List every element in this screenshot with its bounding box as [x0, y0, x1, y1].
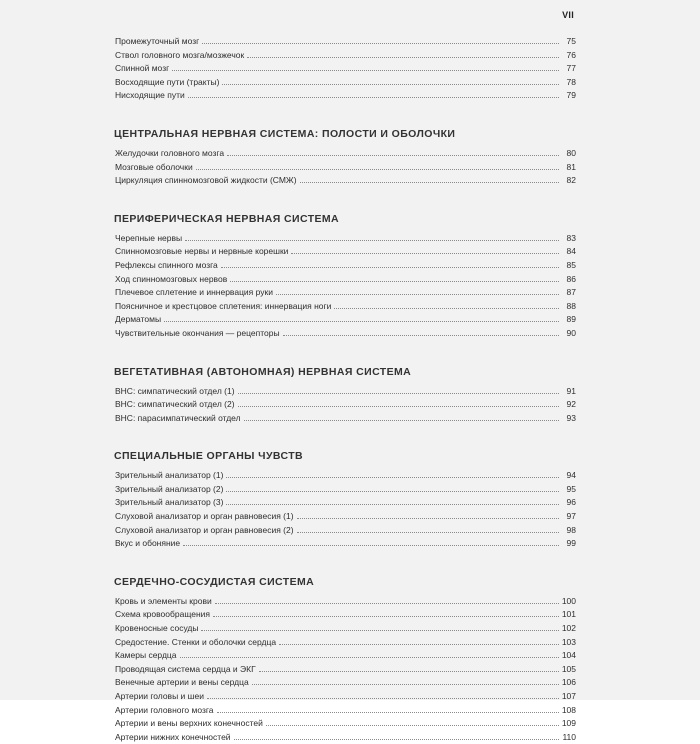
- dot-leader: [226, 503, 559, 505]
- entry-title: ВНС: симпатический отдел (1): [115, 385, 235, 396]
- toc-entry: [115, 313, 576, 327]
- entry-page-number: 87: [566, 287, 576, 298]
- entry-page-number: 100: [561, 595, 576, 606]
- dot-leader: [283, 334, 559, 336]
- toc-entry: [115, 537, 576, 551]
- dot-leader: [213, 615, 559, 617]
- entry-title: Чувствительные окончания — рецепторы: [115, 327, 280, 338]
- toc-entry: [115, 608, 576, 622]
- toc-entry: [115, 649, 576, 663]
- toc-section: [115, 35, 576, 103]
- toc-entry: [115, 174, 576, 188]
- entry-title: Восходящие пути (тракты): [115, 76, 220, 87]
- dot-leader: [247, 56, 559, 58]
- toc-entry: [115, 62, 576, 76]
- dot-leader: [334, 307, 559, 309]
- entry-page-number: 97: [566, 511, 576, 522]
- dot-leader: [172, 69, 559, 71]
- entry-page-number: 80: [566, 147, 576, 158]
- section-title: ПЕРИФЕРИЧЕСКАЯ НЕРВНАЯ СИСТЕМА: [114, 212, 340, 225]
- dot-leader: [180, 656, 559, 658]
- section-title: ЦЕНТРАЛЬНАЯ НЕРВНАЯ СИСТЕМА: ПОЛОСТИ И ОБОЛОЧКИ: [114, 127, 456, 140]
- toc-entry: [115, 49, 576, 63]
- entry-page-number: 98: [566, 524, 576, 535]
- entry-page-number: 92: [566, 399, 576, 410]
- toc-entry: [115, 76, 576, 90]
- entry-title: ВНС: парасимпатический отдел: [115, 412, 241, 423]
- toc-entry: [115, 496, 576, 510]
- entry-page-number: 107: [561, 691, 576, 701]
- toc-entry: [115, 510, 576, 524]
- toc-entry: [115, 524, 576, 538]
- entry-page-number: 76: [566, 49, 576, 60]
- entry-page-number: 93: [566, 412, 576, 423]
- entry-title: Вкус и обоняние: [115, 538, 181, 549]
- dot-leader: [238, 392, 559, 394]
- entry-page-number: 106: [561, 677, 576, 688]
- entry-page-number: 102: [561, 623, 576, 634]
- toc-section: [115, 450, 576, 551]
- entry-page-number: 89: [566, 314, 576, 325]
- entry-title: Слуховой анализатор и орган равновесия (1): [115, 511, 294, 522]
- toc-entry: [115, 731, 576, 744]
- entry-title: Нисходящие пути: [115, 90, 185, 101]
- toc-entry: [115, 469, 576, 483]
- entry-page-number: 84: [566, 246, 576, 257]
- entry-title: Желудочки головного мозга: [115, 147, 225, 158]
- toc-entry: [115, 717, 576, 731]
- entry-title: Мозговые оболочки: [115, 161, 193, 172]
- dot-leader: [291, 252, 559, 254]
- section-title: ВЕГЕТАТИВНАЯ (АВТОНОМНАЯ) НЕРВНАЯ СИСТЕМА: [114, 365, 412, 378]
- toc-entry: [115, 89, 576, 103]
- toc-entry: [115, 398, 576, 412]
- entry-page-number: 105: [561, 663, 576, 674]
- dot-leader: [202, 42, 559, 44]
- dot-leader: [234, 738, 559, 740]
- dot-leader: [201, 629, 558, 631]
- entry-title: Зрительный анализатор (1): [115, 470, 224, 481]
- dot-leader: [276, 293, 559, 295]
- toc-entry: [115, 327, 576, 341]
- entry-title: Дерматомы: [115, 314, 162, 325]
- dot-leader: [164, 320, 559, 322]
- toc-section: [115, 128, 576, 188]
- toc-entry: [115, 286, 576, 300]
- entry-title: Артерии головы и шеи: [115, 691, 204, 701]
- entry-title: Ход спинномозговых нервов: [115, 273, 228, 284]
- entry-title: Черепные нервы: [115, 232, 183, 243]
- entry-page-number: 110: [562, 731, 576, 742]
- entry-title: Спинной мозг: [115, 63, 170, 74]
- entry-page-number: 86: [566, 273, 576, 284]
- entry-title: Камеры сердца: [115, 650, 177, 661]
- toc-entry: [115, 483, 576, 497]
- toc-entry: [115, 245, 576, 259]
- dot-leader: [217, 711, 559, 713]
- dot-leader: [238, 405, 559, 407]
- entry-page-number: 103: [561, 636, 576, 647]
- entry-page-number: 109: [561, 718, 576, 729]
- entry-page-number: 79: [566, 90, 576, 101]
- entry-title: Схема кровообращения: [115, 609, 210, 620]
- entry-page-number: 83: [566, 232, 576, 243]
- dot-leader: [183, 544, 559, 546]
- entry-title: Кровь и элементы крови: [115, 595, 212, 606]
- entry-title: Артерии головного мозга: [115, 704, 214, 715]
- entry-title: Ствол головного мозга/мозжечок: [115, 49, 245, 60]
- dot-leader: [226, 476, 559, 478]
- toc-entry: [115, 663, 576, 677]
- entry-page-number: 91: [566, 385, 576, 396]
- dot-leader: [259, 670, 559, 672]
- dot-leader: [185, 239, 559, 241]
- entry-page-number: 95: [566, 483, 576, 494]
- entry-page-number: 94: [566, 470, 576, 481]
- dot-leader: [215, 602, 559, 604]
- dot-leader: [226, 490, 559, 492]
- toc-entry: [115, 385, 576, 399]
- entry-page-number: 88: [566, 300, 576, 311]
- page-number: VII: [562, 10, 574, 20]
- toc-entry: [115, 161, 576, 175]
- toc-entry: [115, 636, 576, 650]
- entry-title: Зрительный анализатор (3): [115, 497, 224, 508]
- entry-title: Спинномозговые нервы и нервные корешки: [115, 246, 289, 257]
- dot-leader: [222, 83, 559, 85]
- entry-page-number: 101: [561, 609, 576, 620]
- toc-entry: [115, 412, 576, 426]
- entry-title: Рефлексы спинного мозга: [115, 259, 218, 270]
- toc-entry: [115, 300, 576, 314]
- dot-leader: [279, 643, 559, 645]
- entry-title: Плечевое сплетение и иннервация руки: [115, 287, 273, 298]
- toc-entry: [115, 147, 576, 161]
- toc-entry: [115, 704, 576, 718]
- dot-leader: [297, 517, 559, 519]
- entry-page-number: 104: [561, 650, 576, 661]
- entry-page-number: 85: [566, 259, 576, 270]
- entry-title: Проводящая система сердца и ЭКГ: [115, 663, 256, 674]
- entry-page-number: 99: [566, 538, 576, 549]
- toc-entry: [115, 690, 576, 704]
- entry-title: Артерии нижних конечностей: [115, 731, 231, 742]
- toc-entry: [115, 676, 576, 690]
- entry-title: Промежуточный мозг: [115, 36, 200, 46]
- entry-page-number: 90: [566, 327, 576, 338]
- dot-leader: [297, 531, 559, 533]
- entry-title: Слуховой анализатор и орган равновесия (2): [115, 524, 294, 535]
- entry-page-number: 108: [561, 704, 576, 715]
- entry-title: ВНС: симпатический отдел (2): [115, 399, 235, 410]
- entry-page-number: 77: [566, 63, 576, 74]
- dot-leader: [196, 168, 559, 170]
- toc-section: [115, 213, 576, 341]
- dot-leader: [207, 697, 559, 699]
- toc-entry: [115, 273, 576, 287]
- table-of-contents: [115, 35, 576, 744]
- section-title: СЕРДЕЧНО-СОСУДИСТАЯ СИСТЕМА: [114, 575, 315, 588]
- dot-leader: [300, 181, 559, 183]
- entry-page-number: 82: [566, 175, 576, 186]
- entry-title: Поясничное и крестцовое сплетения: иннервация ноги: [115, 300, 332, 311]
- section-title: СПЕЦИАЛЬНЫЕ ОРГАНЫ ЧУВСТВ: [114, 450, 303, 463]
- toc-entry: [115, 35, 576, 49]
- entry-page-number: 81: [566, 161, 576, 172]
- toc-entry: [115, 232, 576, 246]
- dot-leader: [230, 280, 559, 282]
- entry-page-number: 75: [566, 36, 576, 46]
- entry-title: Кровеносные сосуды: [115, 623, 199, 634]
- entry-title: Артерии и вены верхних конечностей: [115, 718, 263, 729]
- dot-leader: [221, 266, 559, 268]
- entry-title: Зрительный анализатор (2): [115, 483, 224, 494]
- toc-section: [115, 576, 576, 744]
- entry-title: Средостение. Стенки и оболочки сердца: [115, 636, 277, 647]
- dot-leader: [188, 96, 559, 98]
- toc-section: [115, 366, 576, 426]
- toc-entry: [115, 595, 576, 609]
- entry-page-number: 96: [566, 497, 576, 508]
- dot-leader: [252, 683, 559, 685]
- dot-leader: [244, 419, 559, 421]
- entry-page-number: 78: [566, 76, 576, 87]
- dot-leader: [266, 724, 559, 726]
- toc-entry: [115, 622, 576, 636]
- dot-leader: [227, 154, 559, 156]
- entry-title: Циркуляция спинномозговой жидкости (СМЖ): [115, 175, 297, 186]
- entry-title: Венечные артерии и вены сердца: [115, 677, 249, 688]
- toc-entry: [115, 259, 576, 273]
